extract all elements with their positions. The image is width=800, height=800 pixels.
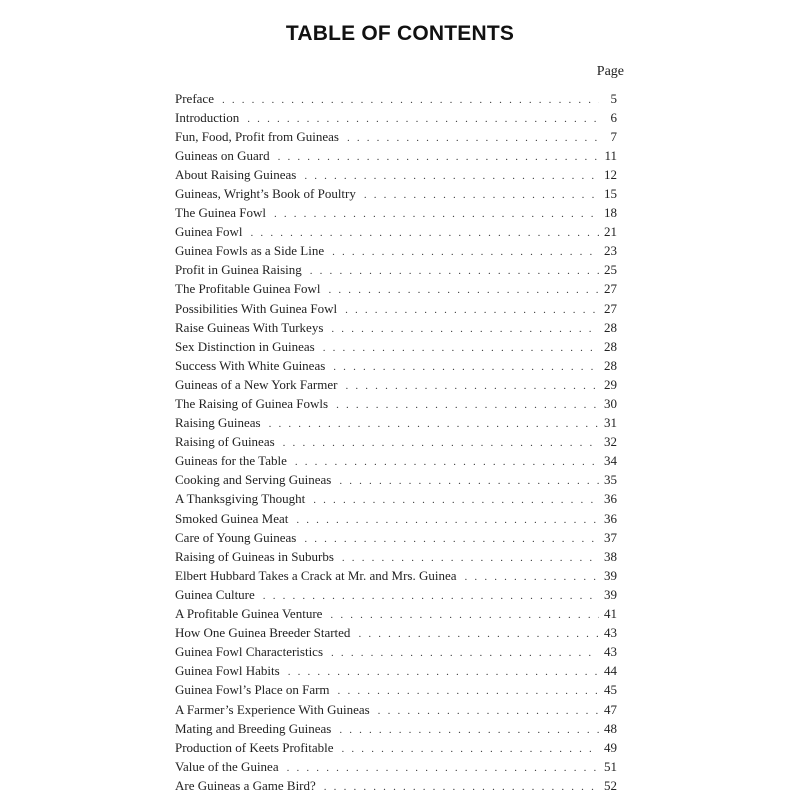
toc-entry: [175, 604, 617, 623]
toc-entry: [175, 356, 617, 375]
toc-entry-title: Smoked Guinea Meat: [175, 510, 289, 526]
dot-leader: [269, 415, 599, 432]
toc-entry-title: Guinea Culture: [175, 586, 255, 602]
toc-entry-title: A Thanksgiving Thought: [175, 491, 306, 507]
toc-entry: [175, 318, 617, 337]
toc-entry: [175, 700, 617, 719]
toc-entry-title: A Profitable Guinea Venture: [175, 606, 323, 622]
toc-entry-page: 25: [604, 262, 617, 278]
toc-entry-title: A Farmer’s Experience With Guineas: [175, 701, 370, 717]
toc-entry: [175, 547, 617, 566]
toc-entry-page: 28: [604, 319, 617, 335]
dot-leader: [342, 549, 599, 566]
toc-entry-page: 34: [604, 453, 617, 469]
table-of-contents-list: [175, 89, 617, 795]
toc-entry-page: 28: [604, 338, 617, 354]
toc-entry: [175, 279, 617, 298]
toc-entry: [175, 89, 617, 108]
toc-entry: [175, 719, 617, 738]
toc-entry: [175, 337, 617, 356]
dot-leader: [347, 129, 599, 146]
toc-entry: [175, 509, 617, 528]
toc-entry-page: 47: [604, 701, 617, 717]
toc-entry-title: The Raising of Guinea Fowls: [175, 396, 329, 411]
dot-leader: [333, 358, 599, 375]
dot-leader: [342, 740, 600, 757]
toc-entry-page: 43: [604, 625, 617, 641]
toc-entry-page: 12: [604, 166, 617, 182]
toc-entry-title: The Profitable Guinea Fowl: [175, 281, 321, 297]
toc-entry-title: Raising of Guineas in Suburbs: [175, 548, 334, 564]
toc-entry: [175, 661, 617, 680]
toc-entry-title: Care of Young Guineas: [175, 529, 297, 545]
toc-entry: [175, 241, 617, 260]
toc-entry: [175, 375, 617, 394]
toc-entry: [175, 757, 617, 776]
dot-leader: [304, 530, 599, 547]
dot-leader: [345, 377, 599, 394]
toc-entry-title: Guinea Fowl: [175, 224, 243, 240]
toc-entry: [175, 776, 617, 795]
toc-entry-page: 31: [604, 415, 617, 431]
toc-entry-page: 6: [610, 109, 617, 125]
toc-entry-title: Cooking and Serving Guineas: [175, 472, 332, 488]
dot-leader: [336, 396, 599, 413]
dot-leader: [287, 759, 599, 776]
toc-entry: [175, 623, 617, 642]
toc-entry-title: Elbert Hubbard Takes a Crack at Mr. and Mrs. Guinea: [175, 567, 457, 583]
toc-entry-page: 7: [610, 128, 617, 144]
toc-entry-page: 44: [604, 663, 617, 679]
dot-leader: [338, 682, 599, 699]
dot-leader: [339, 472, 599, 489]
toc-entry-page: 45: [604, 682, 617, 698]
page-title: TABLE OF CONTENTS: [285, 22, 515, 45]
toc-entry-page: 11: [604, 147, 617, 163]
toc-entry-title: Introduction: [175, 109, 240, 125]
toc-entry: [175, 108, 617, 127]
toc-entry-page: 41: [604, 606, 617, 622]
toc-entry-page: 21: [604, 224, 617, 240]
toc-entry-page: 15: [604, 185, 617, 201]
dot-leader: [329, 281, 600, 298]
toc-entry: [175, 585, 617, 604]
dot-leader: [331, 320, 599, 337]
toc-entry: [175, 203, 617, 222]
toc-entry-title: Guinea Fowl Characteristics: [175, 644, 324, 660]
dot-leader: [332, 243, 599, 260]
dot-leader: [313, 491, 599, 508]
dot-leader: [295, 453, 599, 470]
toc-entry: [175, 528, 617, 547]
dot-leader: [274, 205, 599, 222]
dot-leader: [288, 663, 599, 680]
toc-entry-title: Preface: [175, 90, 214, 106]
dot-leader: [358, 625, 599, 642]
toc-entry-page: 43: [604, 644, 617, 660]
toc-entry-title: Guinea Fowls as a Side Line: [175, 243, 325, 259]
toc-entry: [175, 146, 617, 165]
toc-entry-page: 32: [604, 434, 617, 450]
toc-entry: [175, 222, 617, 241]
toc-entry-page: 39: [604, 586, 617, 602]
toc-entry-page: 30: [604, 396, 617, 411]
dot-leader: [339, 721, 599, 738]
dot-leader: [278, 148, 599, 165]
toc-entry: [175, 642, 617, 661]
toc-entry-title: Raising Guineas: [175, 415, 261, 431]
toc-entry: [175, 394, 617, 413]
toc-entry-title: Guineas, Wright’s Book of Poultry: [175, 185, 356, 201]
toc-entry-title: Mating and Breeding Guineas: [175, 720, 332, 736]
toc-entry: [175, 680, 617, 699]
toc-entry: [175, 566, 617, 585]
dot-leader: [310, 262, 599, 279]
toc-entry-title: Are Guineas a Game Bird?: [175, 777, 316, 793]
toc-entry-title: Value of the Guinea: [175, 758, 279, 774]
dot-leader: [465, 568, 599, 585]
toc-entry-title: Guineas of a New York Farmer: [175, 376, 338, 392]
page-column-label: Page: [596, 64, 624, 79]
dot-leader: [304, 167, 599, 184]
toc-entry-page: 52: [604, 777, 617, 793]
dot-leader: [330, 606, 599, 623]
toc-entry-page: 39: [604, 567, 617, 583]
toc-entry-title: About Raising Guineas: [175, 166, 297, 182]
dot-leader: [331, 644, 599, 661]
dot-leader: [251, 224, 599, 241]
toc-entry-title: Guineas on Guard: [175, 147, 270, 163]
dot-leader: [283, 434, 599, 451]
toc-entry: [175, 127, 617, 146]
toc-entry-page: 27: [604, 300, 617, 316]
toc-entry: [175, 260, 617, 279]
toc-entry-page: 51: [604, 758, 617, 774]
dot-leader: [324, 778, 599, 795]
toc-entry-page: 49: [604, 739, 617, 755]
toc-entry-title: Guinea Fowl Habits: [175, 663, 280, 679]
toc-entry-title: Raising of Guineas: [175, 434, 275, 450]
toc-entry: [175, 413, 617, 432]
dot-leader: [247, 110, 599, 127]
dot-leader: [296, 511, 599, 528]
toc-entry-page: 36: [604, 510, 617, 526]
toc-entry-page: 28: [604, 357, 617, 373]
dot-leader: [378, 702, 599, 719]
toc-entry: [175, 470, 617, 489]
toc-entry-page: 23: [604, 243, 617, 259]
toc-entry-title: Guineas for the Table: [175, 453, 287, 469]
toc-entry: [175, 489, 617, 508]
dot-leader: [345, 301, 599, 318]
toc-entry: [175, 738, 617, 757]
toc-entry-title: Success With White Guineas: [175, 357, 326, 373]
toc-entry-title: Sex Distinction in Guineas: [175, 338, 315, 354]
toc-entry-page: 29: [604, 376, 617, 392]
toc-entry-title: Profit in Guinea Raising: [175, 262, 302, 278]
dot-leader: [364, 186, 599, 203]
toc-entry-title: Fun, Food, Profit from Guineas: [175, 128, 339, 144]
toc-entry-page: 37: [604, 529, 617, 545]
toc-entry-page: 38: [604, 548, 617, 564]
toc-entry-title: The Guinea Fowl: [175, 205, 266, 221]
toc-entry-page: 18: [604, 205, 617, 221]
toc-entry-page: 27: [604, 281, 617, 297]
toc-entry-title: Production of Keets Profitable: [175, 739, 334, 755]
dot-leader: [222, 91, 599, 108]
toc-entry-title: How One Guinea Breeder Started: [175, 625, 351, 641]
toc-entry: [175, 299, 617, 318]
toc-entry-title: Raise Guineas With Turkeys: [175, 319, 324, 335]
dot-leader: [263, 587, 599, 604]
toc-entry: [175, 165, 617, 184]
toc-entry: [175, 432, 617, 451]
toc-entry: [175, 451, 617, 470]
toc-entry-page: 36: [604, 491, 617, 507]
toc-entry: [175, 184, 617, 203]
toc-entry-title: Guinea Fowl’s Place on Farm: [175, 682, 330, 698]
toc-entry-page: 35: [604, 472, 617, 488]
dot-leader: [323, 339, 599, 356]
toc-entry-page: 48: [604, 720, 617, 736]
toc-entry-page: 5: [610, 90, 617, 106]
toc-entry-title: Possibilities With Guinea Fowl: [175, 300, 338, 316]
